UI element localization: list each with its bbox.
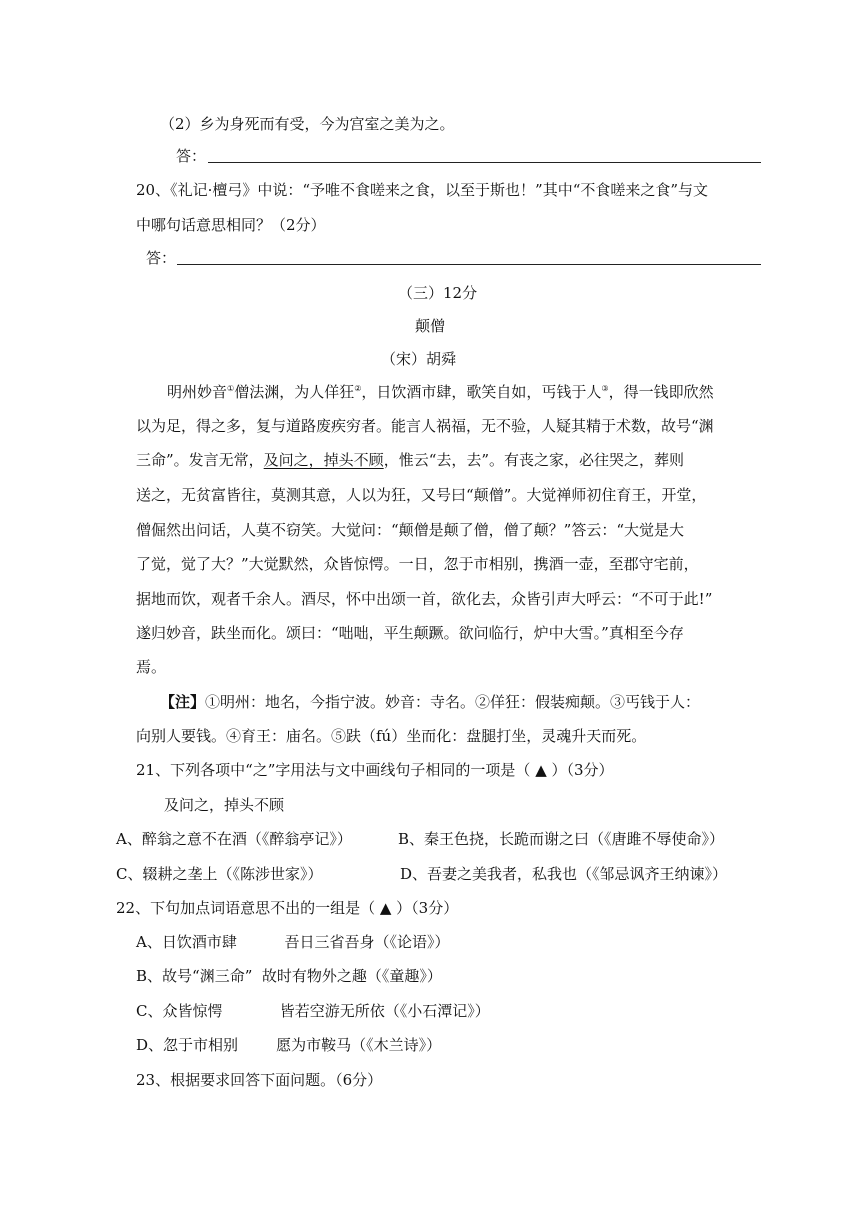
passage-line-3 — [136, 450, 684, 470]
passage-text: ，得一钱即欣然 — [608, 383, 714, 401]
q22-option-d[interactable]: D、忽于市相别 愿为市鞍马（《木兰诗》） — [136, 1036, 442, 1054]
passage-line-7: 据地而饮，观者千余人。酒尽，怀中出颂一首，欲化去，众皆引声大呼云：“不可于此!” — [136, 590, 713, 608]
passage-author: （宋）胡舜 — [381, 350, 457, 368]
q21-stem: 21、下列各项中“之”字用法与文中画线句子相同的一项是（ ▲ ）（3分） — [136, 761, 614, 779]
q20-answer-label: 答： — [146, 249, 177, 267]
section-heading: （三）12分 — [398, 284, 478, 302]
q22-stem: 22、下句加点词语意思不出的一组是（ ▲ ）（3分） — [116, 899, 459, 917]
notes-text: ①明州：地名，今指宁波。妙音：寺名。②佯狂：假装痴颠。③丐钱于人： — [205, 693, 701, 711]
q22-option-c[interactable]: C、众皆惊愕 皆若空游无所依（《小石潭记》） — [136, 1002, 490, 1020]
underlined-sentence: 及问之，掉头不顾 — [263, 451, 384, 469]
q19-2-text: （2）乡为身死而有受，今为宫室之美为之。 — [160, 115, 455, 133]
passage-line-2: 以为足，得之多，复与道路废疾穷者。能言人祸福，无不验，人疑其精于术数，故号“渊 — [136, 417, 714, 435]
passage-text: 三命”。发言无常， — [136, 451, 264, 469]
footnote-marker-2: ② — [354, 384, 362, 393]
passage-line-1 — [167, 382, 714, 402]
passage-line-4: 送之，无贫富皆往，莫测其意，人以为狂，又号曰“颠僧”。大觉禅师初住育王，开堂， — [136, 486, 707, 504]
passage-line-6: 了觉，觉了大？”大觉默然，众皆惊愕。一日，忽于市相别，携酒一壶，至郡守宅前， — [136, 555, 699, 573]
q20-line1: 20、《礼记·檀弓》中说：“予唯不食嗟来之食，以至于斯也！”其中“不食嗟来之食”与文 — [136, 181, 709, 199]
q21-sentence: 及问之，掉头不顾 — [164, 796, 285, 814]
q21-option-b[interactable]: B、秦王色挠，长跪而谢之曰（《唐雎不辱使命》） — [398, 830, 725, 848]
q23-stem: 23、根据要求回答下面问题。（6分） — [136, 1071, 383, 1089]
q20-line2: 中哪句话意思相同？（2分） — [136, 216, 326, 234]
q21-option-a[interactable]: A、醉翁之意不在酒（《醉翁亭记》） — [116, 830, 352, 848]
passage-text: 明州妙音 — [167, 383, 228, 401]
q22-option-a[interactable]: A、日饮酒市肆 吾日三省吾身（《论语》） — [136, 933, 450, 951]
q20-answer-line[interactable] — [177, 264, 761, 265]
q21-option-d[interactable]: D、吾妻之美我者，私我也（《邹忌讽齐王纳谏》） — [400, 865, 728, 883]
footnote-marker-1: ① — [227, 384, 235, 393]
passage-line-9: 焉。 — [136, 658, 167, 676]
notes-line-1 — [160, 692, 700, 712]
q19-2-answer-label: 答： — [176, 147, 207, 165]
passage-text: ，惟云“去，去”。有丧之家，必往哭之，葬则 — [383, 451, 685, 469]
passage-line-5: 僧倔然出问话，人莫不窃笑。大觉问：“颠僧是颠了僧，僧了颠？”答云：“大觉是大 — [136, 521, 685, 539]
q21-option-c[interactable]: C、辍耕之垄上（《陈涉世家》） — [116, 865, 323, 883]
passage-line-8: 遂归妙音，趺坐而化。颂曰：“咄咄，平生颠蹶。欲问临行，炉中大雪。”真相至今存 — [136, 624, 684, 642]
footnote-marker-3: ③ — [601, 384, 609, 393]
passage-text: 僧法渊，为人佯狂 — [234, 383, 355, 401]
passage-text: ，日饮酒市肆，歌笑自如，丐钱于人 — [361, 383, 602, 401]
passage-title: 颠僧 — [415, 317, 446, 335]
q19-2-answer-line[interactable] — [208, 162, 761, 163]
q22-option-b[interactable]: B、故号“渊三命” 故时有物外之趣（《童趣》） — [136, 967, 442, 985]
notes-line-2: 向别人要钱。④育王：庙名。⑤趺（fú）坐而化：盘腿打坐，灵魂升天而死。 — [136, 727, 647, 745]
notes-label: 【注】 — [160, 693, 206, 711]
